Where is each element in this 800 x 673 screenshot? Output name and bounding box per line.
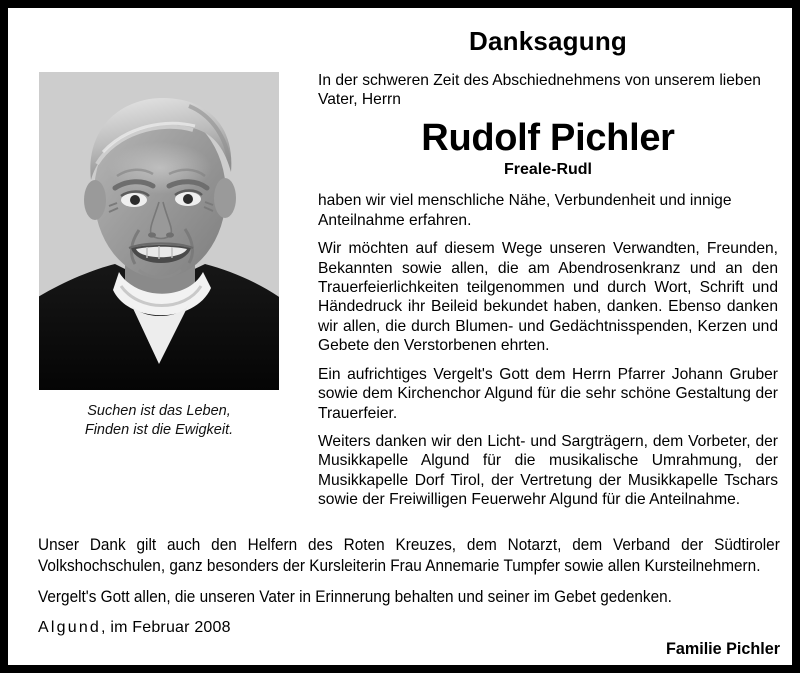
body-paragraph-6: Vergelt's Gott allen, die unseren Vater in Erinnerung behalten und seiner im Gebet gedenken. — [38, 587, 672, 606]
body-paragraph-3: Ein aufrichtiges Vergelt's Gott dem Herrn Pfarrer Johann Gruber sowie dem Kirchenchor Algund für die sehr schöne Gestaltung der Trauerfeier. — [318, 365, 778, 422]
body-paragraph-4: Weiters danken wir den Licht- und Sargträgern, dem Vorbeter, der Musikkapelle Algund für die musikalische Umrahmung, der Musikkapelle Dorf Tirol, der Vertretung der Musikkapelle Tschars sowie der Freiwilligen Feuerwehr Algund für die Anteilnahme. — [318, 432, 778, 509]
deceased-nickname: Freale-Rudl — [503, 161, 592, 179]
body-paragraph-1: haben wir viel menschliche Nähe, Verbundenheit und innige Anteilnahme erfahren. — [318, 192, 732, 229]
text-column — [318, 26, 778, 519]
body-paragraph-2: Wir möchten auf diesem Wege unseren Verwandten, Freunden, Bekannten sowie allen, die am Abendrosenkranz und an den Trauerfeierlichkeiten teilgenommen und durch Wort, Schrift und Händedruck ihr Beileid bekundet haben, danken. Ebenso danken wir allen, die durch Blumen- und Gedächtnisspenden, Kerzen und Gebete den Verstorbenen ehrten. — [318, 240, 778, 355]
place-name: Algund — [38, 619, 102, 637]
deceased-name: Rudolf Pichler — [421, 116, 675, 159]
signature-row — [38, 619, 780, 659]
photo-caption — [39, 402, 279, 440]
page-title: Danksagung — [468, 26, 628, 56]
body-paragraph-5: Unser Dank gilt auch den Helfern des Roten Kreuzes, dem Notarzt, dem Verband der Südtiroler Volkshochschulen, ganz besonders der Kursleiterin Frau Annemarie Tumpfer sowie allen Kursteilnehmern. — [38, 536, 780, 575]
portrait-illustration — [39, 72, 279, 390]
portrait-column — [39, 72, 279, 440]
family-signature: Familie Pichler — [666, 639, 780, 659]
portrait-photo — [39, 72, 279, 390]
closing-section — [38, 535, 780, 659]
caption-line-1: Suchen ist das Leben, — [87, 403, 231, 419]
place-and-date — [38, 619, 231, 637]
intro-text: In der schweren Zeit des Abschiednehmens von unserem lieben Vater, Herrn — [318, 72, 761, 109]
caption-line-2: Finden ist die Ewigkeit. — [84, 422, 234, 439]
date-text: , im Februar 2008 — [101, 619, 231, 637]
notice-sheet — [8, 8, 792, 665]
